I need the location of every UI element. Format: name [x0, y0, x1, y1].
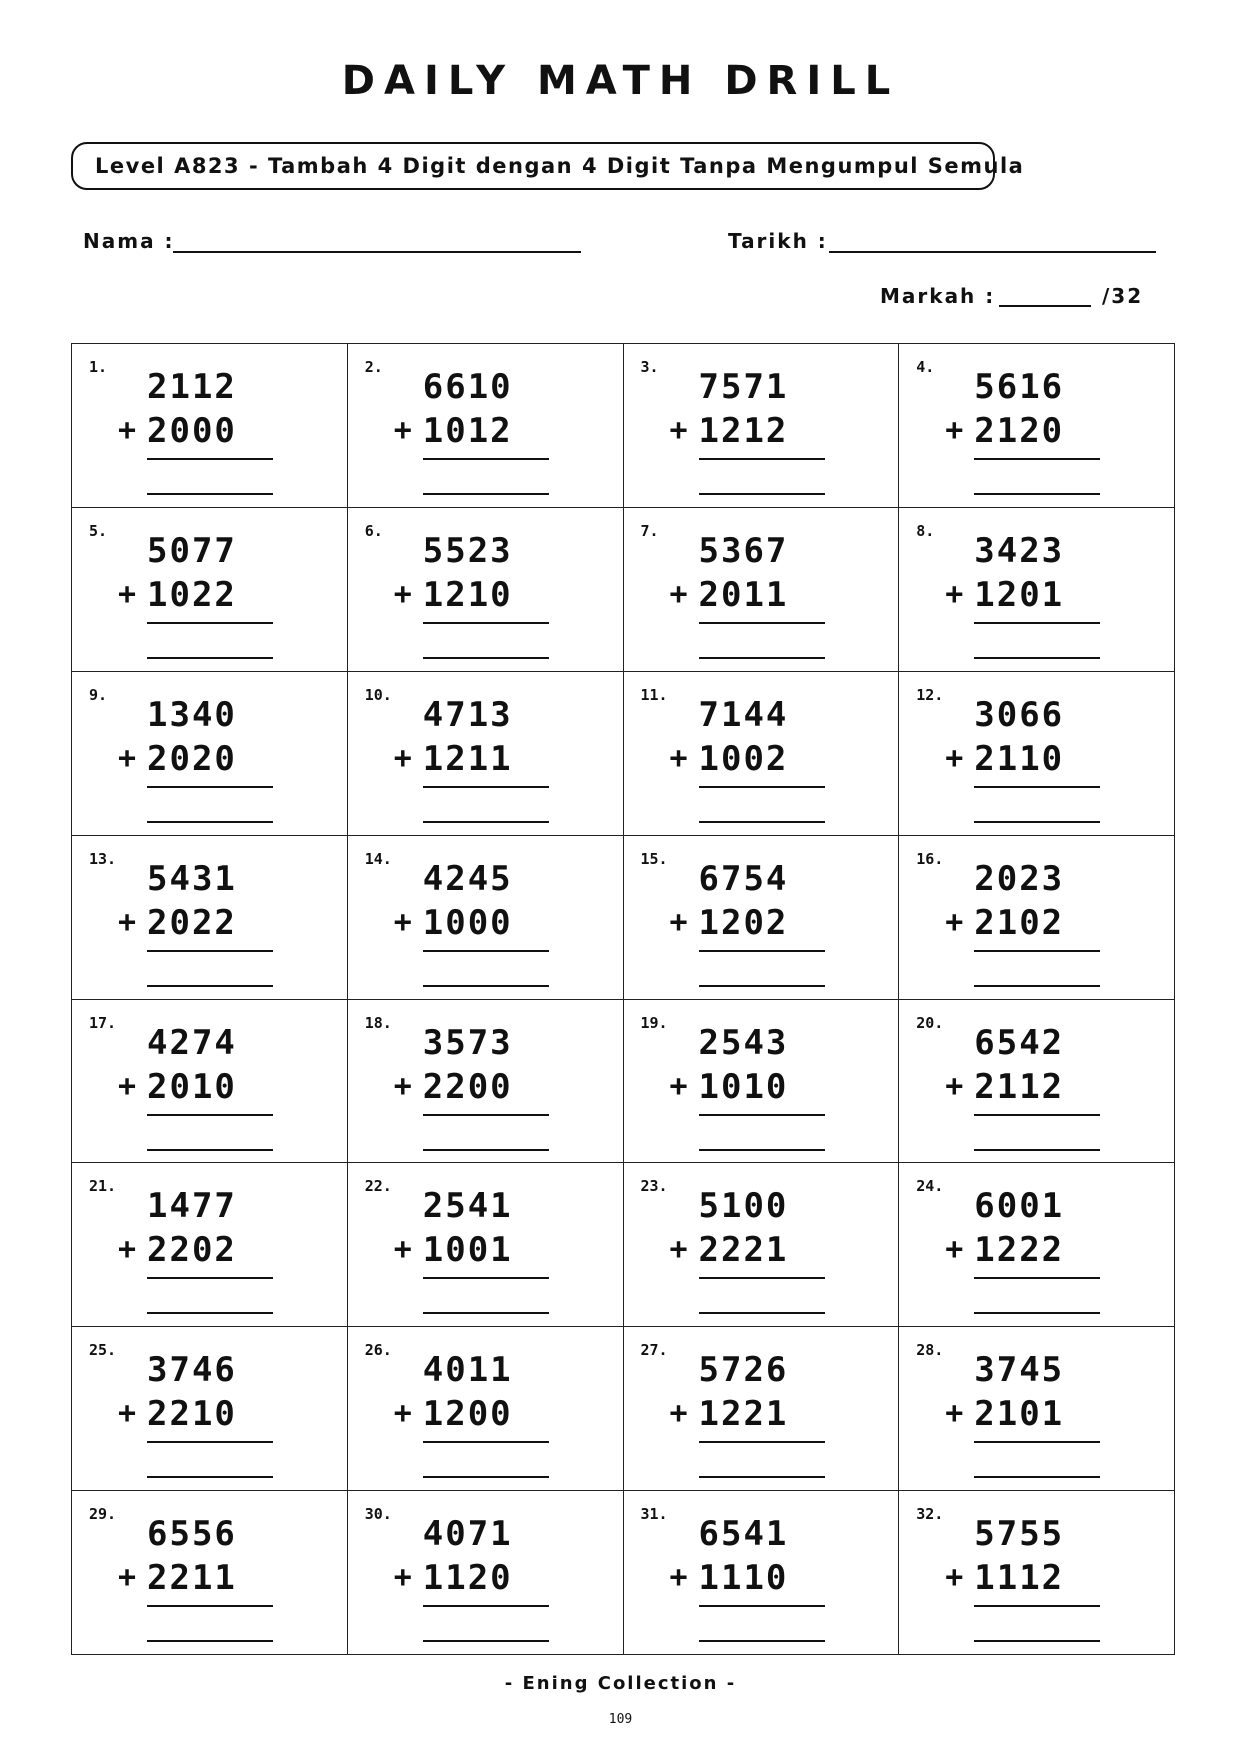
- problem-number: 25.: [89, 1341, 117, 1360]
- answer-line[interactable]: [147, 1640, 273, 1642]
- problem-number: 11.: [640, 685, 668, 704]
- problem-number: 23.: [640, 1177, 668, 1196]
- problem-cell: [348, 836, 624, 1000]
- addend-top: 5755: [974, 1514, 1065, 1555]
- problem-number: 28.: [916, 1341, 944, 1360]
- problem-cell: [899, 836, 1175, 1000]
- plus-sign: +: [393, 1396, 412, 1432]
- problem-cell: [624, 836, 900, 1000]
- addend-bottom: 1212: [698, 411, 789, 451]
- score-input-line[interactable]: [999, 305, 1091, 307]
- addend-top: 1477: [147, 1186, 237, 1227]
- addend-top: 6556: [147, 1514, 237, 1555]
- addend-top: 5431: [147, 858, 237, 899]
- answer-line[interactable]: [974, 985, 1100, 987]
- plus-sign: +: [945, 1232, 964, 1268]
- problem-cell: [624, 508, 900, 672]
- answer-line[interactable]: [423, 985, 549, 987]
- plus-sign: +: [669, 1232, 688, 1268]
- addend-top: 3745: [974, 1350, 1065, 1391]
- plus-sign: +: [945, 904, 964, 940]
- plus-sign: +: [945, 576, 964, 612]
- addend-bottom: 2112: [974, 1066, 1065, 1107]
- plus-sign: +: [669, 740, 688, 776]
- problem-cell: [348, 672, 624, 836]
- problem-cell: [72, 508, 348, 672]
- addend-top: 4245: [422, 858, 513, 899]
- sum-rule: [699, 950, 825, 952]
- problem-cell: [899, 1327, 1175, 1491]
- addend-bottom: 1200: [422, 1394, 513, 1435]
- date-input-line[interactable]: [829, 251, 1156, 253]
- problem-cell: [72, 1327, 348, 1491]
- plus-sign: +: [118, 413, 137, 448]
- plus-sign: +: [669, 1560, 688, 1596]
- problem-number: 29.: [89, 1505, 117, 1524]
- addend-bottom: 1211: [422, 738, 513, 779]
- addend-top: 5616: [974, 367, 1065, 407]
- problem-number: 32.: [916, 1505, 944, 1524]
- problem-cell: [348, 1163, 624, 1327]
- addend-bottom: 1221: [698, 1394, 789, 1435]
- problem-number: 6.: [364, 521, 383, 540]
- problem-cell: [624, 1491, 900, 1655]
- problem-number: 22.: [364, 1177, 392, 1196]
- problem-cell: [899, 672, 1175, 836]
- problem-number: 20.: [916, 1013, 944, 1032]
- plus-sign: +: [118, 904, 137, 940]
- addend-top: 1340: [147, 694, 237, 735]
- answer-line[interactable]: [147, 493, 273, 495]
- addend-top: 5523: [422, 530, 513, 571]
- plus-sign: +: [393, 576, 412, 612]
- sum-rule: [147, 950, 273, 952]
- addend-bottom: 2200: [422, 1066, 513, 1107]
- answer-line[interactable]: [699, 821, 825, 823]
- answer-line[interactable]: [699, 1312, 825, 1314]
- answer-line[interactable]: [974, 1476, 1100, 1478]
- problem-cell: [624, 344, 900, 508]
- addend-bottom: 1210: [422, 574, 513, 615]
- plus-sign: +: [393, 904, 412, 940]
- answer-line[interactable]: [423, 1312, 549, 1314]
- plus-sign: +: [669, 413, 688, 448]
- addend-top: 6610: [422, 367, 513, 407]
- problem-cell: [72, 836, 348, 1000]
- problem-number: 18.: [364, 1013, 392, 1032]
- problem-number: 14.: [364, 849, 392, 868]
- sum-rule: [147, 1605, 273, 1607]
- addend-bottom: 1010: [698, 1066, 789, 1107]
- problem-number: 16.: [916, 849, 944, 868]
- problem-cell: [72, 1000, 348, 1164]
- problem-cell: [899, 1163, 1175, 1327]
- problem-cell: [348, 344, 624, 508]
- problem-number: 17.: [89, 1013, 117, 1032]
- plus-sign: +: [393, 1068, 412, 1104]
- score-label: Markah :: [880, 284, 996, 308]
- addend-top: 4274: [147, 1022, 237, 1063]
- addend-bottom: 1002: [698, 738, 789, 779]
- problem-number: 13.: [89, 849, 117, 868]
- addend-top: 5100: [698, 1186, 789, 1227]
- level-text: Level A823 - Tambah 4 Digit dengan 4 Digit Tanpa Mengumpul Semula: [95, 154, 1025, 178]
- sum-rule: [147, 1441, 273, 1443]
- addend-bottom: 2000: [147, 411, 237, 451]
- problem-number: 10.: [364, 685, 392, 704]
- addend-bottom: 2210: [147, 1394, 237, 1435]
- problem-cell: [348, 1327, 624, 1491]
- sum-rule: [974, 458, 1100, 460]
- problem-number: 7.: [640, 521, 659, 540]
- addend-bottom: 1001: [422, 1230, 513, 1271]
- problem-cell: [624, 1327, 900, 1491]
- answer-line[interactable]: [147, 1476, 273, 1478]
- problem-number: 21.: [89, 1177, 117, 1196]
- addend-top: 2112: [147, 367, 237, 407]
- problem-number: 5.: [89, 521, 108, 540]
- addend-top: 3066: [974, 694, 1065, 735]
- addend-top: 6754: [698, 858, 789, 899]
- answer-line[interactable]: [974, 493, 1100, 495]
- answer-line[interactable]: [423, 1640, 549, 1642]
- sum-rule: [699, 458, 825, 460]
- sum-rule: [974, 1605, 1100, 1607]
- addend-bottom: 2011: [698, 574, 789, 615]
- problem-cell: [72, 1163, 348, 1327]
- problem-cell: [72, 672, 348, 836]
- addend-top: 4011: [422, 1350, 513, 1391]
- sum-rule: [974, 1441, 1100, 1443]
- sum-rule: [423, 458, 549, 460]
- problem-number: 8.: [916, 521, 935, 540]
- addend-bottom: 2010: [147, 1066, 237, 1107]
- problem-cell: [72, 1491, 348, 1655]
- page-title: DAILY MATH DRILL: [341, 58, 900, 104]
- plus-sign: +: [669, 1068, 688, 1104]
- addend-top: 6542: [974, 1022, 1065, 1063]
- problem-cell: [348, 1000, 624, 1164]
- problem-number: 1.: [89, 358, 108, 376]
- plus-sign: +: [945, 413, 964, 448]
- problem-cell: [348, 508, 624, 672]
- sum-rule: [974, 786, 1100, 788]
- level-banner: [71, 142, 1025, 190]
- problem-cell: [899, 1491, 1175, 1655]
- sum-rule: [147, 622, 273, 624]
- addend-top: 5726: [698, 1350, 789, 1391]
- footer-credit: - Ening Collection -: [504, 1673, 737, 1694]
- addend-bottom: 1112: [974, 1558, 1065, 1599]
- addend-bottom: 1201: [974, 574, 1065, 615]
- addend-top: 7571: [698, 367, 789, 407]
- answer-line[interactable]: [423, 493, 549, 495]
- plus-sign: +: [393, 413, 412, 448]
- addend-bottom: 2102: [974, 902, 1065, 943]
- addend-bottom: 1000: [422, 902, 513, 943]
- problem-cell: [72, 344, 348, 508]
- problem-cell: [348, 1491, 624, 1655]
- problem-number: 27.: [640, 1341, 668, 1360]
- plus-sign: +: [945, 1068, 964, 1104]
- sum-rule: [974, 1277, 1100, 1279]
- answer-line[interactable]: [699, 1640, 825, 1642]
- sum-rule: [147, 1277, 273, 1279]
- sum-rule: [699, 786, 825, 788]
- name-input-line[interactable]: [173, 251, 581, 253]
- addend-top: 3746: [147, 1350, 237, 1391]
- sum-rule: [423, 1605, 549, 1607]
- problem-cell: [624, 1163, 900, 1327]
- sum-rule: [423, 950, 549, 952]
- answer-line[interactable]: [974, 821, 1100, 823]
- problem-number: 2.: [364, 358, 383, 376]
- addend-top: 4071: [422, 1514, 513, 1555]
- sum-rule: [974, 1114, 1100, 1116]
- problem-number: 15.: [640, 849, 668, 868]
- name-label: Nama :: [83, 229, 175, 253]
- problem-number: 31.: [640, 1505, 668, 1524]
- answer-line[interactable]: [699, 1149, 825, 1151]
- sum-rule: [699, 622, 825, 624]
- addend-bottom: 2101: [974, 1394, 1065, 1435]
- plus-sign: +: [669, 904, 688, 940]
- sum-rule: [423, 1114, 549, 1116]
- plus-sign: +: [945, 740, 964, 776]
- problem-cell: [899, 1000, 1175, 1164]
- plus-sign: +: [118, 1068, 137, 1104]
- sum-rule: [699, 1114, 825, 1116]
- answer-line[interactable]: [699, 493, 825, 495]
- answer-line[interactable]: [423, 821, 549, 823]
- addend-bottom: 2120: [974, 411, 1065, 451]
- problem-number: 12.: [916, 685, 944, 704]
- addend-top: 6541: [698, 1514, 789, 1555]
- sum-rule: [147, 1114, 273, 1116]
- answer-line[interactable]: [147, 1149, 273, 1151]
- problem-grid: [71, 343, 1175, 1655]
- sum-rule: [699, 1605, 825, 1607]
- problem-cell: [624, 1000, 900, 1164]
- sum-rule: [974, 622, 1100, 624]
- date-label: Tarikh :: [728, 229, 828, 253]
- answer-line[interactable]: [699, 1476, 825, 1478]
- problem-number: 26.: [364, 1341, 392, 1360]
- plus-sign: +: [118, 740, 137, 776]
- problem-number: 30.: [364, 1505, 392, 1524]
- addend-top: 2541: [422, 1186, 513, 1227]
- plus-sign: +: [393, 740, 412, 776]
- addend-bottom: 2211: [147, 1558, 237, 1599]
- sum-rule: [423, 1277, 549, 1279]
- answer-line[interactable]: [147, 657, 273, 659]
- sum-rule: [974, 950, 1100, 952]
- answer-line[interactable]: [699, 657, 825, 659]
- addend-top: 2543: [698, 1022, 789, 1063]
- problem-number: 3.: [640, 358, 659, 376]
- addend-bottom: 1012: [422, 411, 513, 451]
- answer-line[interactable]: [147, 985, 273, 987]
- answer-line[interactable]: [147, 821, 273, 823]
- addend-top: 7144: [698, 694, 789, 735]
- addend-top: 2023: [974, 858, 1065, 899]
- sum-rule: [423, 786, 549, 788]
- plus-sign: +: [393, 1232, 412, 1268]
- addend-bottom: 1222: [974, 1230, 1065, 1271]
- sum-rule: [423, 1441, 549, 1443]
- addend-top: 4713: [422, 694, 513, 735]
- plus-sign: +: [118, 1396, 137, 1432]
- addend-bottom: 2110: [974, 738, 1065, 779]
- addend-bottom: 1110: [698, 1558, 789, 1599]
- score-total: /32: [1102, 284, 1144, 308]
- addend-bottom: 2202: [147, 1230, 237, 1271]
- addend-bottom: 1202: [698, 902, 789, 943]
- plus-sign: +: [669, 576, 688, 612]
- addend-bottom: 2022: [147, 902, 237, 943]
- answer-line[interactable]: [423, 1149, 549, 1151]
- plus-sign: +: [118, 1560, 137, 1596]
- answer-line[interactable]: [974, 657, 1100, 659]
- answer-line[interactable]: [699, 985, 825, 987]
- sum-rule: [699, 1277, 825, 1279]
- problem-cell: [624, 672, 900, 836]
- sum-rule: [147, 458, 273, 460]
- addend-top: 3423: [974, 530, 1065, 571]
- answer-line[interactable]: [147, 1312, 273, 1314]
- problem-number: 24.: [916, 1177, 944, 1196]
- plus-sign: +: [945, 1560, 964, 1596]
- plus-sign: +: [118, 576, 137, 612]
- problem-cell: [899, 344, 1175, 508]
- addend-bottom: 2221: [698, 1230, 789, 1271]
- addend-bottom: 1022: [147, 574, 237, 615]
- addend-top: 5367: [698, 530, 789, 571]
- page-number: 109: [608, 1712, 633, 1727]
- addend-top: 3573: [422, 1022, 513, 1063]
- answer-line[interactable]: [974, 1640, 1100, 1642]
- problem-number: 4.: [916, 358, 935, 376]
- addend-bottom: 1120: [422, 1558, 513, 1599]
- plus-sign: +: [393, 1560, 412, 1596]
- addend-bottom: 2020: [147, 738, 237, 779]
- addend-top: 6001: [974, 1186, 1065, 1227]
- answer-line[interactable]: [974, 1149, 1100, 1151]
- answer-line[interactable]: [423, 1476, 549, 1478]
- sum-rule: [147, 786, 273, 788]
- sum-rule: [699, 1441, 825, 1443]
- sum-rule: [423, 622, 549, 624]
- answer-line[interactable]: [974, 1312, 1100, 1314]
- problem-number: 19.: [640, 1013, 668, 1032]
- addend-top: 5077: [147, 530, 237, 571]
- answer-line[interactable]: [423, 657, 549, 659]
- problem-number: 9.: [89, 685, 108, 704]
- problem-cell: [899, 508, 1175, 672]
- plus-sign: +: [118, 1232, 137, 1268]
- plus-sign: +: [945, 1396, 964, 1432]
- plus-sign: +: [669, 1396, 688, 1432]
